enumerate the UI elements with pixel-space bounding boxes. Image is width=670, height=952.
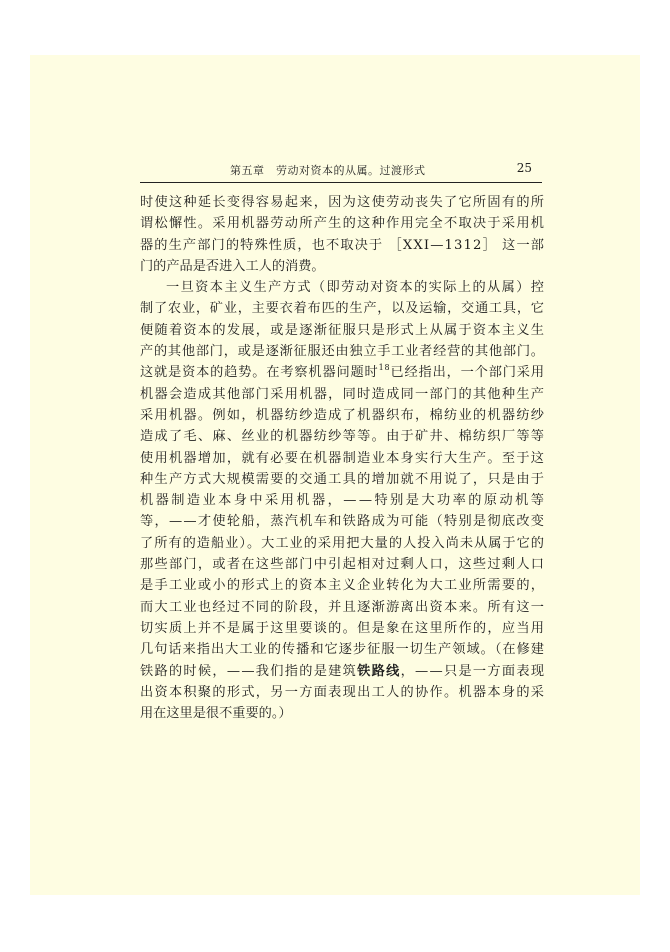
text-line: 谓松懈性。采用机器劳动所产生的这种作用完全不取决于采用机: [140, 216, 546, 232]
text-line: 造成了毛、麻、丝业的机器纺纱等等。由于矿井、棉纺织厂等等: [140, 429, 546, 445]
text-line: 是手工业或小的形式上的资本主义企业转化为大工业所需要的，: [140, 578, 546, 594]
text-line: 而大工业也经过不同的阶段，并且逐渐游离出资本来。所有这一: [140, 599, 546, 615]
text-segment: 这就是资本的趋势。在考察机器问题时: [140, 365, 379, 381]
text-line: 使用机器增加，就有必要在机器制造业本身实行大生产。至于这: [140, 450, 546, 466]
text-segment: 铁路的时候，——我们指的是建筑: [140, 663, 358, 679]
text-line: 种生产方式大规模需要的交通工具的增加就不用说了，只是由于: [140, 471, 546, 487]
text-segment: ，——只是一方面表现: [400, 663, 546, 679]
text-line: 机器会造成其他部门采用机器，同时造成同一部门的其他种生产: [140, 386, 546, 402]
text-line: [140, 661, 544, 682]
text-line: 时使这种延长变得容易起来，因为这使劳动丧失了它所固有的所: [140, 195, 546, 210]
chapter-title: 第五章 劳动对资本的从属。过渡形式: [230, 164, 426, 177]
bold-term: 铁路线: [357, 663, 401, 679]
text-line: 产的其他部门，或是逐渐征服还由独立手工业者经营的其他部门。: [140, 344, 545, 360]
text-line: [140, 362, 544, 383]
text-line: 门的产品是否进入工人的消费。: [140, 258, 325, 274]
running-header: [140, 160, 542, 183]
text-line: 采用机器。例如，机器纺纱造成了机器织布，棉纺业的机器纺纱: [140, 407, 546, 423]
text-line: 那些部门，或者在这些部门中引起相对过剩人口，这些过剩人口: [140, 557, 546, 573]
text-line: 便随着资本的发展，或是逐渐征服只是形式上从属于资本主义生: [140, 322, 546, 338]
text-segment: 已经指出，一个部门采用: [390, 365, 545, 381]
text-line: 用在这里是很不重要的。）: [140, 706, 292, 722]
body-text: [140, 192, 547, 724]
text-line: 出资本积聚的形式，另一方面表现出工人的协作。机器本身的采: [140, 684, 546, 700]
text-line: 制了农业，矿业，主要衣着布匹的生产，以及运输，交通工具，它: [140, 301, 545, 317]
text-line: 了所有的造船业）。大工业的采用把大量的人投入尚未从属于它的: [140, 535, 545, 551]
text-line: 一旦资本主义生产方式（即劳动对资本的实际上的从属）控: [166, 280, 546, 296]
text-line: 机器制造业本身中采用机器，——特别是大功率的原动机等: [140, 493, 547, 509]
text-line: 几句话来指出大工业的传播和它逐步征服一切生产领域。（在修建: [140, 642, 545, 658]
page-number: 25: [516, 161, 532, 175]
text-line: 等，——才使轮船，蒸汽机车和铁路成为可能（特别是彻底改变: [140, 514, 546, 530]
text-line: 器的生产部门的特殊性质，也不取决于 ［ⅩⅩⅠ—1312］ 这一部: [140, 237, 546, 253]
footnote-ref[interactable]: 18: [378, 363, 391, 373]
text-line: 切实质上并不是属于这里要谈的。但是象在这里所作的，应当用: [140, 620, 546, 636]
